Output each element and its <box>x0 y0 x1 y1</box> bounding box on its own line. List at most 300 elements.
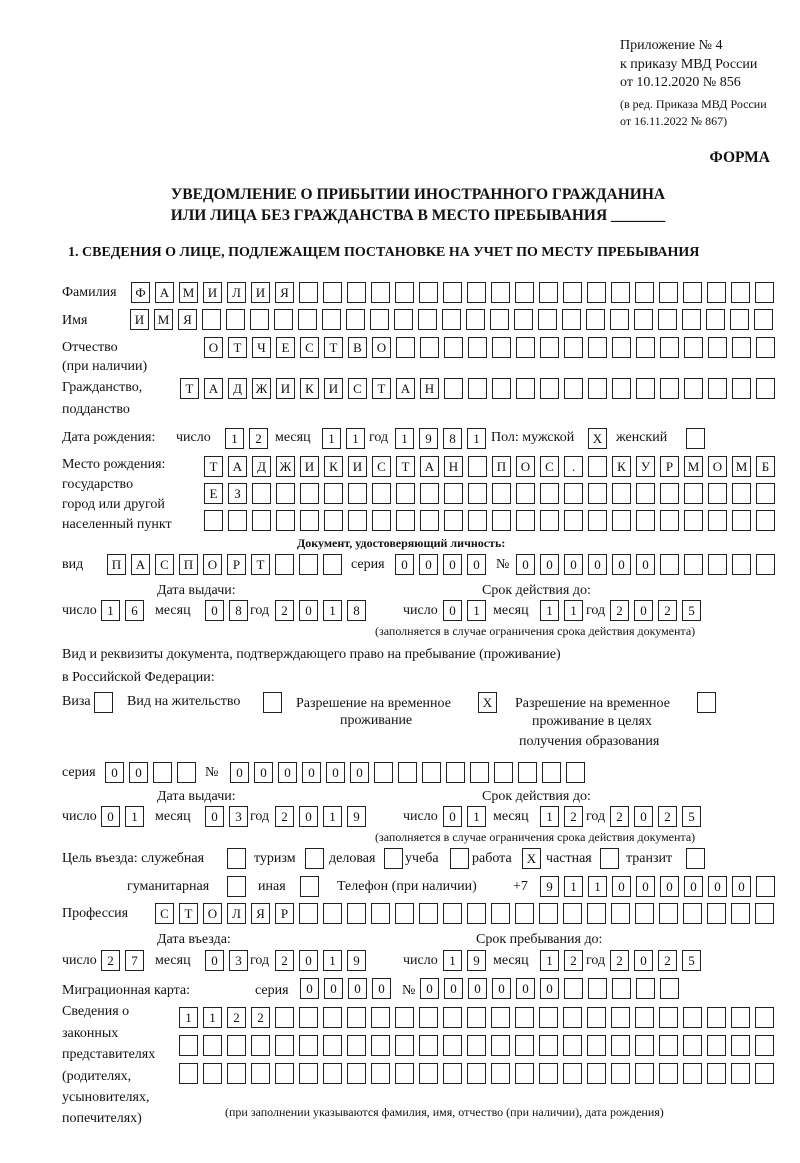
char-box[interactable] <box>468 510 487 531</box>
char-box[interactable]: Ч <box>252 337 271 358</box>
char-box[interactable]: И <box>324 378 343 399</box>
char-box[interactable]: 0 <box>326 762 345 783</box>
char-box[interactable]: К <box>324 456 343 477</box>
char-box[interactable]: 1 <box>564 876 583 897</box>
char-box[interactable] <box>467 903 486 924</box>
char-box[interactable] <box>348 510 367 531</box>
char-box[interactable] <box>515 282 534 303</box>
char-box[interactable]: 2 <box>658 806 677 827</box>
char-box[interactable] <box>468 456 487 477</box>
char-box[interactable] <box>732 378 751 399</box>
char-box[interactable] <box>372 510 391 531</box>
char-box[interactable]: Т <box>251 554 270 575</box>
char-box[interactable] <box>683 1007 702 1028</box>
char-box[interactable] <box>611 903 630 924</box>
char-box[interactable] <box>587 1007 606 1028</box>
char-box[interactable]: 2 <box>275 600 294 621</box>
char-box[interactable] <box>564 378 583 399</box>
char-box[interactable]: О <box>372 337 391 358</box>
char-box[interactable] <box>515 1035 534 1056</box>
char-box[interactable]: Т <box>180 378 199 399</box>
char-box[interactable]: 1 <box>467 600 486 621</box>
char-box[interactable] <box>684 337 703 358</box>
char-box[interactable] <box>658 309 677 330</box>
char-box[interactable] <box>252 510 271 531</box>
char-box[interactable]: 0 <box>299 806 318 827</box>
char-box[interactable] <box>299 1007 318 1028</box>
char-box[interactable] <box>492 378 511 399</box>
char-box[interactable]: Р <box>227 554 246 575</box>
char-box[interactable]: Т <box>396 456 415 477</box>
char-box[interactable]: 1 <box>323 806 342 827</box>
char-box[interactable] <box>491 1007 510 1028</box>
char-box[interactable] <box>659 1007 678 1028</box>
char-box[interactable] <box>684 554 703 575</box>
char-box[interactable] <box>323 1035 342 1056</box>
checkbox[interactable]: X <box>522 848 541 869</box>
char-box[interactable]: С <box>300 337 319 358</box>
char-box[interactable]: 9 <box>419 428 438 449</box>
char-box[interactable] <box>564 483 583 504</box>
char-box[interactable] <box>611 1035 630 1056</box>
char-box[interactable] <box>516 510 535 531</box>
char-box[interactable]: Н <box>444 456 463 477</box>
char-box[interactable]: П <box>107 554 126 575</box>
char-box[interactable]: 9 <box>347 806 366 827</box>
char-box[interactable] <box>443 1035 462 1056</box>
char-box[interactable]: Я <box>178 309 197 330</box>
char-box[interactable]: Я <box>275 282 294 303</box>
char-box[interactable]: 1 <box>101 600 120 621</box>
char-box[interactable] <box>612 337 631 358</box>
char-box[interactable] <box>177 762 196 783</box>
char-box[interactable] <box>371 282 390 303</box>
char-box[interactable] <box>634 309 653 330</box>
char-box[interactable]: И <box>276 378 295 399</box>
char-box[interactable] <box>276 510 295 531</box>
char-box[interactable]: Р <box>275 903 294 924</box>
char-box[interactable]: 0 <box>105 762 124 783</box>
char-box[interactable] <box>347 1063 366 1084</box>
char-box[interactable]: 0 <box>299 600 318 621</box>
char-box[interactable] <box>684 483 703 504</box>
char-box[interactable] <box>660 378 679 399</box>
char-box[interactable] <box>444 337 463 358</box>
char-box[interactable] <box>707 282 726 303</box>
char-box[interactable] <box>395 282 414 303</box>
char-box[interactable] <box>251 1035 270 1056</box>
char-box[interactable] <box>636 510 655 531</box>
char-box[interactable]: 5 <box>682 950 701 971</box>
char-box[interactable]: 0 <box>443 554 462 575</box>
char-box[interactable] <box>538 309 557 330</box>
char-box[interactable] <box>514 309 533 330</box>
char-box[interactable] <box>518 762 537 783</box>
char-box[interactable] <box>563 1035 582 1056</box>
char-box[interactable] <box>683 903 702 924</box>
char-box[interactable]: 1 <box>588 876 607 897</box>
char-box[interactable] <box>708 510 727 531</box>
char-box[interactable]: 1 <box>179 1007 198 1028</box>
char-box[interactable] <box>542 762 561 783</box>
char-box[interactable]: 0 <box>348 978 367 999</box>
char-box[interactable] <box>492 483 511 504</box>
char-box[interactable] <box>422 762 441 783</box>
char-box[interactable] <box>443 903 462 924</box>
char-box[interactable] <box>730 309 749 330</box>
char-box[interactable] <box>203 1035 222 1056</box>
char-box[interactable]: С <box>348 378 367 399</box>
char-box[interactable] <box>708 337 727 358</box>
char-box[interactable] <box>516 483 535 504</box>
char-box[interactable] <box>227 1063 246 1084</box>
char-box[interactable] <box>635 1007 654 1028</box>
char-box[interactable] <box>374 762 393 783</box>
char-box[interactable]: 0 <box>684 876 703 897</box>
char-box[interactable]: 0 <box>660 876 679 897</box>
char-box[interactable]: М <box>732 456 751 477</box>
char-box[interactable]: А <box>204 378 223 399</box>
char-box[interactable]: 0 <box>588 554 607 575</box>
char-box[interactable] <box>756 337 775 358</box>
char-box[interactable] <box>395 903 414 924</box>
char-box[interactable] <box>707 903 726 924</box>
char-box[interactable] <box>466 309 485 330</box>
char-box[interactable] <box>659 903 678 924</box>
char-box[interactable] <box>564 978 583 999</box>
char-box[interactable] <box>396 510 415 531</box>
char-box[interactable] <box>754 309 773 330</box>
char-box[interactable] <box>635 1035 654 1056</box>
char-box[interactable]: 0 <box>612 554 631 575</box>
char-box[interactable]: 1 <box>540 950 559 971</box>
char-box[interactable]: 2 <box>249 428 268 449</box>
char-box[interactable]: 0 <box>350 762 369 783</box>
char-box[interactable]: 0 <box>254 762 273 783</box>
char-box[interactable]: 2 <box>275 806 294 827</box>
char-box[interactable] <box>250 309 269 330</box>
char-box[interactable]: 0 <box>636 876 655 897</box>
char-box[interactable] <box>636 378 655 399</box>
char-box[interactable] <box>755 1007 774 1028</box>
char-box[interactable]: У <box>636 456 655 477</box>
char-box[interactable]: О <box>203 903 222 924</box>
char-box[interactable] <box>660 978 679 999</box>
char-box[interactable]: 0 <box>230 762 249 783</box>
char-box[interactable] <box>347 903 366 924</box>
char-box[interactable] <box>300 510 319 531</box>
char-box[interactable]: 0 <box>634 950 653 971</box>
char-box[interactable] <box>635 1063 654 1084</box>
char-box[interactable] <box>494 762 513 783</box>
char-box[interactable]: 0 <box>302 762 321 783</box>
char-box[interactable] <box>467 1035 486 1056</box>
char-box[interactable] <box>707 1035 726 1056</box>
char-box[interactable]: 0 <box>395 554 414 575</box>
char-box[interactable]: Л <box>227 282 246 303</box>
char-box[interactable] <box>586 309 605 330</box>
char-box[interactable]: 1 <box>443 950 462 971</box>
char-box[interactable]: Т <box>324 337 343 358</box>
char-box[interactable] <box>418 309 437 330</box>
char-box[interactable]: Т <box>228 337 247 358</box>
char-box[interactable] <box>515 1007 534 1028</box>
char-box[interactable] <box>708 483 727 504</box>
char-box[interactable] <box>492 510 511 531</box>
char-box[interactable]: О <box>203 554 222 575</box>
checkbox[interactable] <box>600 848 619 869</box>
char-box[interactable]: 8 <box>443 428 462 449</box>
char-box[interactable] <box>611 1063 630 1084</box>
char-box[interactable] <box>372 483 391 504</box>
char-box[interactable]: Ж <box>276 456 295 477</box>
char-box[interactable] <box>659 1063 678 1084</box>
char-box[interactable] <box>516 337 535 358</box>
char-box[interactable] <box>731 1063 750 1084</box>
checkbox[interactable] <box>227 876 246 897</box>
char-box[interactable] <box>491 1063 510 1084</box>
char-box[interactable]: 1 <box>564 600 583 621</box>
char-box[interactable] <box>276 483 295 504</box>
char-box[interactable]: А <box>396 378 415 399</box>
char-box[interactable] <box>202 309 221 330</box>
char-box[interactable] <box>444 483 463 504</box>
char-box[interactable] <box>588 510 607 531</box>
checkbox[interactable] <box>300 876 319 897</box>
char-box[interactable] <box>420 510 439 531</box>
char-box[interactable] <box>491 282 510 303</box>
char-box[interactable] <box>563 1063 582 1084</box>
char-box[interactable]: 1 <box>540 806 559 827</box>
char-box[interactable] <box>708 554 727 575</box>
char-box[interactable] <box>275 1007 294 1028</box>
char-box[interactable]: И <box>348 456 367 477</box>
char-box[interactable] <box>660 483 679 504</box>
char-box[interactable] <box>756 483 775 504</box>
char-box[interactable] <box>732 483 751 504</box>
char-box[interactable] <box>323 1007 342 1028</box>
char-box[interactable] <box>587 1035 606 1056</box>
checkbox[interactable] <box>450 848 469 869</box>
char-box[interactable] <box>731 903 750 924</box>
char-box[interactable] <box>444 378 463 399</box>
char-box[interactable] <box>446 762 465 783</box>
char-box[interactable]: 0 <box>299 950 318 971</box>
char-box[interactable] <box>566 762 585 783</box>
char-box[interactable]: 3 <box>229 950 248 971</box>
char-box[interactable]: 2 <box>610 806 629 827</box>
char-box[interactable] <box>684 378 703 399</box>
char-box[interactable]: 0 <box>612 876 631 897</box>
char-box[interactable] <box>323 1063 342 1084</box>
char-box[interactable] <box>540 337 559 358</box>
char-box[interactable]: 0 <box>540 978 559 999</box>
char-box[interactable] <box>635 282 654 303</box>
char-box[interactable]: А <box>131 554 150 575</box>
char-box[interactable] <box>756 554 775 575</box>
char-box[interactable] <box>636 337 655 358</box>
char-box[interactable] <box>540 483 559 504</box>
char-box[interactable]: И <box>130 309 149 330</box>
char-box[interactable] <box>516 378 535 399</box>
char-box[interactable] <box>228 510 247 531</box>
char-box[interactable] <box>610 309 629 330</box>
char-box[interactable] <box>707 1063 726 1084</box>
char-box[interactable] <box>515 903 534 924</box>
char-box[interactable] <box>396 337 415 358</box>
char-box[interactable] <box>611 1007 630 1028</box>
char-box[interactable] <box>587 1063 606 1084</box>
checkbox[interactable] <box>686 848 705 869</box>
char-box[interactable]: 2 <box>227 1007 246 1028</box>
char-box[interactable]: Т <box>179 903 198 924</box>
char-box[interactable]: В <box>348 337 367 358</box>
char-box[interactable] <box>227 1035 246 1056</box>
char-box[interactable] <box>562 309 581 330</box>
char-box[interactable] <box>419 1007 438 1028</box>
char-box[interactable]: 2 <box>610 600 629 621</box>
char-box[interactable]: 0 <box>205 806 224 827</box>
char-box[interactable] <box>398 762 417 783</box>
char-box[interactable] <box>371 1035 390 1056</box>
checkbox[interactable] <box>263 692 282 713</box>
char-box[interactable] <box>732 337 751 358</box>
char-box[interactable] <box>660 510 679 531</box>
char-box[interactable] <box>492 337 511 358</box>
char-box[interactable]: А <box>420 456 439 477</box>
char-box[interactable]: И <box>251 282 270 303</box>
checkbox[interactable]: X <box>478 692 497 713</box>
char-box[interactable] <box>419 903 438 924</box>
char-box[interactable] <box>298 309 317 330</box>
char-box[interactable] <box>707 1007 726 1028</box>
char-box[interactable] <box>563 282 582 303</box>
char-box[interactable] <box>731 1007 750 1028</box>
char-box[interactable] <box>612 978 631 999</box>
char-box[interactable] <box>468 378 487 399</box>
char-box[interactable] <box>346 309 365 330</box>
char-box[interactable]: Д <box>228 378 247 399</box>
char-box[interactable]: Е <box>276 337 295 358</box>
char-box[interactable]: 2 <box>251 1007 270 1028</box>
char-box[interactable]: 6 <box>125 600 144 621</box>
char-box[interactable] <box>588 978 607 999</box>
char-box[interactable]: П <box>492 456 511 477</box>
char-box[interactable] <box>300 483 319 504</box>
char-box[interactable]: 0 <box>636 554 655 575</box>
char-box[interactable]: 8 <box>229 600 248 621</box>
char-box[interactable]: 0 <box>564 554 583 575</box>
char-box[interactable]: 2 <box>610 950 629 971</box>
checkbox[interactable] <box>305 848 324 869</box>
char-box[interactable] <box>539 903 558 924</box>
char-box[interactable] <box>323 903 342 924</box>
char-box[interactable] <box>442 309 461 330</box>
char-box[interactable] <box>467 1063 486 1084</box>
char-box[interactable]: 0 <box>468 978 487 999</box>
char-box[interactable] <box>732 510 751 531</box>
char-box[interactable] <box>470 762 489 783</box>
char-box[interactable] <box>515 1063 534 1084</box>
char-box[interactable]: 0 <box>467 554 486 575</box>
char-box[interactable] <box>347 1007 366 1028</box>
char-box[interactable]: 5 <box>682 806 701 827</box>
char-box[interactable] <box>299 282 318 303</box>
char-box[interactable]: 2 <box>275 950 294 971</box>
checkbox[interactable]: X <box>588 428 607 449</box>
char-box[interactable]: М <box>154 309 173 330</box>
char-box[interactable] <box>419 1063 438 1084</box>
char-box[interactable]: П <box>179 554 198 575</box>
char-box[interactable] <box>612 378 631 399</box>
char-box[interactable] <box>226 309 245 330</box>
char-box[interactable]: 1 <box>323 600 342 621</box>
char-box[interactable] <box>371 1007 390 1028</box>
char-box[interactable] <box>275 554 294 575</box>
char-box[interactable]: 0 <box>419 554 438 575</box>
char-box[interactable]: 0 <box>420 978 439 999</box>
char-box[interactable] <box>539 1035 558 1056</box>
char-box[interactable] <box>755 1035 774 1056</box>
char-box[interactable]: Л <box>227 903 246 924</box>
char-box[interactable]: 1 <box>540 600 559 621</box>
char-box[interactable] <box>275 1035 294 1056</box>
char-box[interactable] <box>588 378 607 399</box>
char-box[interactable] <box>395 1035 414 1056</box>
checkbox[interactable] <box>227 848 246 869</box>
char-box[interactable] <box>732 554 751 575</box>
char-box[interactable]: 1 <box>467 806 486 827</box>
char-box[interactable] <box>299 903 318 924</box>
char-box[interactable] <box>491 1035 510 1056</box>
char-box[interactable]: Ф <box>131 282 150 303</box>
char-box[interactable]: 1 <box>322 428 341 449</box>
char-box[interactable]: 9 <box>347 950 366 971</box>
char-box[interactable]: 0 <box>300 978 319 999</box>
char-box[interactable] <box>153 762 172 783</box>
char-box[interactable] <box>588 483 607 504</box>
char-box[interactable]: 2 <box>101 950 120 971</box>
char-box[interactable]: 0 <box>540 554 559 575</box>
char-box[interactable] <box>611 282 630 303</box>
char-box[interactable]: 0 <box>516 554 535 575</box>
char-box[interactable]: 7 <box>125 950 144 971</box>
char-box[interactable]: С <box>155 903 174 924</box>
char-box[interactable] <box>299 1063 318 1084</box>
char-box[interactable]: 1 <box>467 428 486 449</box>
checkbox[interactable] <box>697 692 716 713</box>
char-box[interactable] <box>203 1063 222 1084</box>
char-box[interactable]: Т <box>204 456 223 477</box>
char-box[interactable]: 0 <box>492 978 511 999</box>
char-box[interactable] <box>420 337 439 358</box>
char-box[interactable] <box>635 903 654 924</box>
char-box[interactable] <box>660 554 679 575</box>
char-box[interactable] <box>756 876 775 897</box>
char-box[interactable] <box>371 903 390 924</box>
char-box[interactable]: 0 <box>372 978 391 999</box>
char-box[interactable]: 9 <box>467 950 486 971</box>
char-box[interactable] <box>468 483 487 504</box>
char-box[interactable]: 0 <box>205 600 224 621</box>
char-box[interactable]: 0 <box>708 876 727 897</box>
char-box[interactable] <box>612 510 631 531</box>
char-box[interactable] <box>612 483 631 504</box>
char-box[interactable] <box>659 282 678 303</box>
checkbox[interactable] <box>94 692 113 713</box>
char-box[interactable] <box>731 282 750 303</box>
char-box[interactable] <box>683 1035 702 1056</box>
